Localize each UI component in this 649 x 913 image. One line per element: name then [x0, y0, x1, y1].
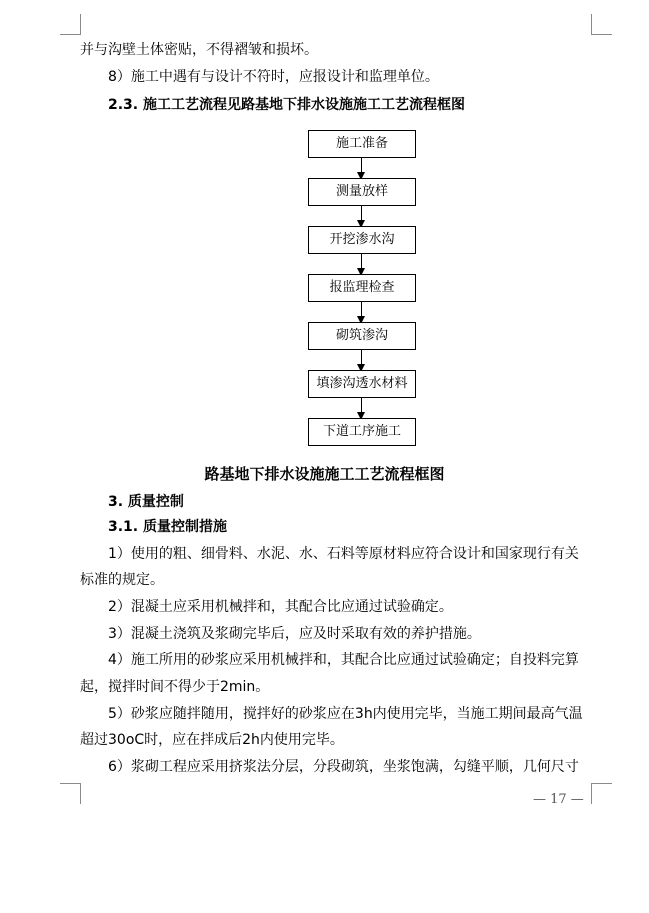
item-1-line-1: 1）使用的粗、细骨料、水泥、水、石料等原材料应符合设计和国家现行有关: [108, 546, 579, 562]
crop-mark-top-right: [591, 14, 612, 35]
flow-step-7: 下道工序施工: [308, 418, 416, 446]
flow-arrow: [361, 350, 362, 371]
item-3: 3）混凝土浇筑及浆砌完毕后，应及时采取有效的养护措施。: [108, 626, 481, 642]
flowchart-caption: 路基地下排水设施施工工艺流程框图: [204, 465, 445, 483]
item-2: 2）混凝土应采用机械拌和，其配合比应通过试验确定。: [108, 599, 453, 615]
page-number: — 17 —: [533, 792, 584, 807]
flow-step-6: 填渗沟透水材料: [308, 370, 416, 398]
flow-arrow: [361, 254, 362, 275]
item-4-line-2: 起，搅拌时间不得少于2min。: [80, 679, 270, 695]
flow-arrow: [361, 302, 362, 323]
flow-arrow: [361, 206, 362, 227]
flow-arrow: [361, 158, 362, 179]
item-1-line-2: 标准的规定。: [80, 572, 164, 588]
flow-step-3: 开挖渗水沟: [308, 226, 416, 254]
flow-step-4: 报监理检查: [308, 274, 416, 302]
crop-mark-bottom-right: [591, 783, 612, 804]
section-heading-2-3: 2.3. 施工工艺流程见路基地下排水设施施工工艺流程框图: [108, 97, 465, 113]
item-6-line-1: 6）浆砌工程应采用挤浆法分层，分段砌筑，坐浆饱满，勾缝平顺，几何尺寸: [108, 759, 579, 775]
item-5-line-2: 超过30oC时，应在拌成后2h内使用完毕。: [80, 732, 344, 748]
flow-step-1: 施工准备: [308, 130, 416, 158]
crop-mark-top-left: [60, 14, 81, 35]
section-heading-3-1: 3.1. 质量控制措施: [108, 519, 227, 535]
paragraph-continuation: 并与沟壁土体密贴，不得褶皱和损坏。: [80, 42, 318, 58]
item-5-line-1: 5）砂浆应随拌随用，搅拌好的砂浆应在3h内使用完毕，当施工期间最高气温: [108, 706, 583, 722]
flow-step-5: 砌筑渗沟: [308, 322, 416, 350]
section-heading-3: 3. 质量控制: [108, 494, 184, 510]
item-8: 8）施工中遇有与设计不符时，应报设计和监理单位。: [108, 69, 439, 85]
flow-step-2: 测量放样: [308, 178, 416, 206]
crop-mark-bottom-left: [60, 783, 81, 804]
item-4-line-1: 4）施工所用的砂浆应采用机械拌和，其配合比应通过试验确定；自投料完算: [108, 652, 579, 668]
flow-arrow: [361, 398, 362, 419]
